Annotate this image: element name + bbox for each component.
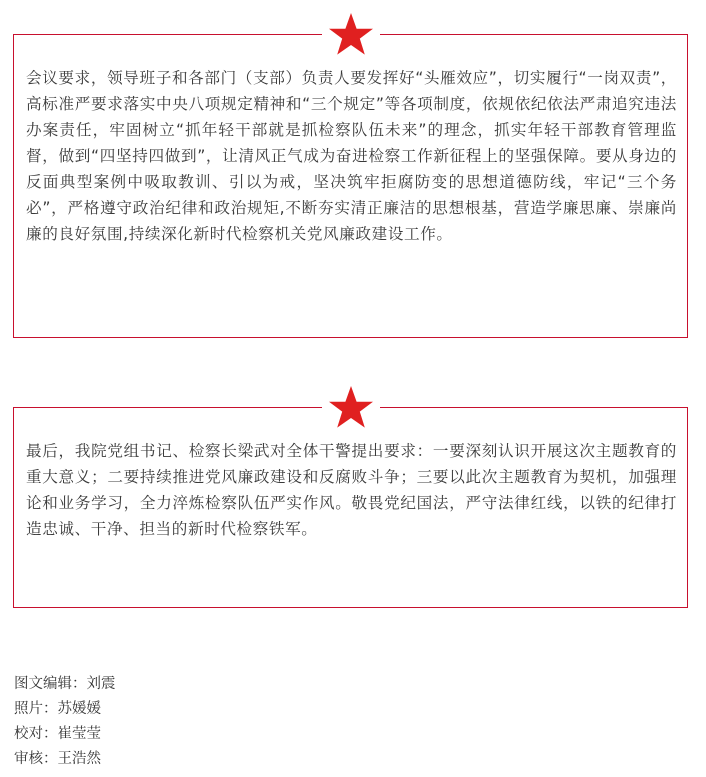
credit-editor: 图文编辑：刘震 [14, 676, 116, 692]
red-star-icon [322, 382, 380, 432]
red-star-icon [322, 9, 380, 59]
section-paragraph: 会议要求，领导班子和各部门（支部）负责人要发挥好“头雁效应”，切实履行“一岗双责”，高标准严要求落实中央八项规定精神和“三个规定”等各项制度，依规依纪依法严肃追究违法办案责任，牢固树立“抓年轻干部就是抓检察队伍未来”的理念，抓实年轻干部教育管理监督，做到“四坚持四做到”，让清风正气成为奋进检察工作新征程上的坚强保障。要从身边的反面典型案例中吸取教训、引以为戒，坚决筑牢拒腐防变的思想道德防线，牢记“三个务必”，严格遵守政治纪律和政治规矩,不断夯实清正廉洁的思想根基，营造学廉思廉、崇廉尚廉的良好氛围,持续深化新时代检察机关党风廉政建设工作。 [26, 69, 677, 243]
section-card-2 [13, 407, 688, 608]
credit-review: 审核：王浩然 [14, 751, 101, 767]
section-card-1 [13, 34, 688, 338]
section-paragraph: 最后，我院党组书记、检察长梁武对全体干警提出要求：一要深刻认识开展这次主题教育的重大意义；二要持续推进党风廉政建设和反腐败斗争；三要以此次主题教育为契机，加强理论和业务学习，全力淬炼检察队伍严实作风。敬畏党纪国法，严守法律红线，以铁的纪律打造忠诚、干净、担当的新时代检察铁军。 [26, 442, 677, 538]
credits-list [14, 672, 116, 772]
credit-photo: 照片：苏媛媛 [14, 701, 101, 717]
credit-proofread: 校对：崔莹莹 [14, 726, 101, 742]
